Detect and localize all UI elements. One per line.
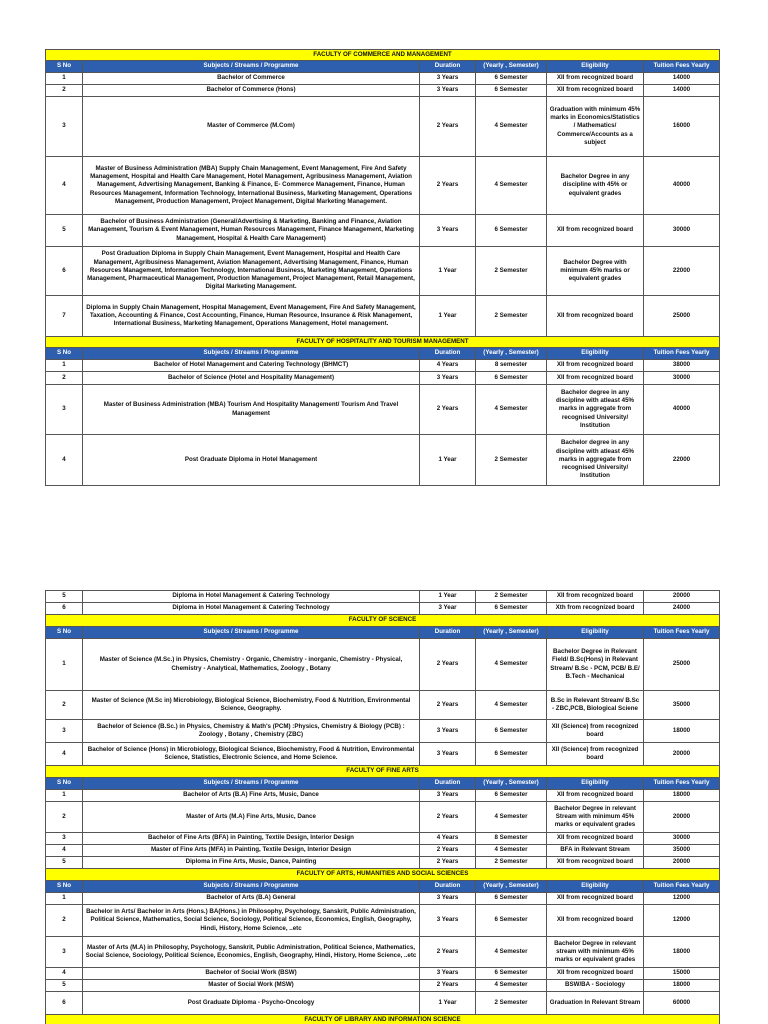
table-row [45, 157, 720, 215]
faculty-band [45, 50, 720, 61]
cell-programme: Master of Arts (M.A) Fine Arts, Music, Dance [83, 802, 420, 832]
column-header-programme: Subjects / Streams / Programme [83, 348, 420, 359]
cell-programme: Bachelor of Business Administration (General/Advertising & Marketing, Banking and Finance, Aviation Management, Tourism & Event Management, Human Resources Management, Finance Management, Marketing Management, Hospital & Health Care Management) [83, 215, 420, 246]
cell-eligibility: XII from recognized board [547, 857, 644, 868]
column-header-duration: Duration [420, 881, 476, 892]
cell-duration: 2 Years [420, 691, 476, 719]
column-header-eligibility: Eligibility [547, 348, 644, 359]
cell-sno: 5 [45, 857, 83, 868]
cell-semester: 6 Semester [476, 603, 547, 614]
cell-eligibility: Bachelor Degree in any discipline with 45% or equivalent grades [547, 157, 644, 214]
cell-programme: Post Graduation Diploma in Supply Chain Management, Event Management, Hospital and Health Care Management, Agribusiness Management, Aviation Management, Advertising Management, Finance, Human Resources Management, Information Technology, International Business, Marketing Management, Operations Management, Pharmaceutical Management, Production Management, Project Management, Retail Management, Digital Marketing Management. [83, 247, 420, 295]
cell-sno: 1 [45, 790, 83, 801]
table-row [45, 247, 720, 296]
table-row [45, 372, 720, 385]
cell-duration: 3 Years [420, 743, 476, 765]
column-header-eligibility: Eligibility [547, 627, 644, 638]
cell-fees: 60000 [644, 992, 720, 1014]
cell-duration: 2 Years [420, 157, 476, 214]
cell-eligibility: Graduation with minimum 45% marks in Economics/Statistics / Mathematics/ Commerce/Accounts as a subject [547, 97, 644, 156]
cell-eligibility: Bachelor degree in any discipline with atleast 45% marks in aggregate from recognised University/ Institution [547, 385, 644, 434]
column-header-programme: Subjects / Streams / Programme [83, 61, 420, 72]
cell-duration: 1 Year [420, 992, 476, 1014]
faculty-band [45, 615, 720, 627]
table-row [45, 743, 720, 766]
table-row [45, 893, 720, 905]
cell-fees: 30000 [644, 372, 720, 384]
table-row [45, 85, 720, 97]
cell-duration: 3 Year [420, 603, 476, 614]
cell-programme: Master of Arts (M.A) in Philosophy, Psychology, Sanskrit, Public Administration, Political Science, Mathematics, Social Science, Sociology, Political Science, Economics, English, Geography, Hindi, History, Home Science, ..etc [83, 937, 420, 967]
column-header-eligibility: Eligibility [547, 778, 644, 789]
cell-duration: 2 Years [420, 385, 476, 434]
cell-semester: 4 Semester [476, 937, 547, 967]
cell-sno: 1 [45, 893, 83, 904]
cell-fees: 18000 [644, 937, 720, 967]
cell-semester: 2 Semester [476, 992, 547, 1014]
table-row [45, 360, 720, 372]
column-header-fees: Tuition Fees Yearly [644, 348, 720, 359]
cell-duration: 2 Years [420, 97, 476, 156]
cell-sno: 3 [45, 97, 83, 156]
column-header-fees: Tuition Fees Yearly [644, 778, 720, 789]
cell-sno: 3 [45, 720, 83, 742]
table-row [45, 73, 720, 85]
cell-eligibility: XII from recognized board [547, 790, 644, 801]
column-header-semester: (Yearly , Semester) [476, 627, 547, 638]
cell-programme: Master of Fine Arts (MFA) in Painting, Textile Design, Interior Design [83, 845, 420, 856]
table-row [45, 968, 720, 980]
cell-semester: 6 Semester [476, 893, 547, 904]
cell-duration: 3 Years [420, 215, 476, 246]
cell-fees: 35000 [644, 691, 720, 719]
cell-semester: 6 Semester [476, 73, 547, 84]
column-header-fees: Tuition Fees Yearly [644, 61, 720, 72]
cell-semester: 6 Semester [476, 720, 547, 742]
column-header-duration: Duration [420, 348, 476, 359]
table-row [45, 937, 720, 968]
cell-eligibility: Xth from recognized board [547, 603, 644, 614]
cell-fees: 25000 [644, 296, 720, 336]
column-header-semester: (Yearly , Semester) [476, 881, 547, 892]
column-header-eligibility: Eligibility [547, 61, 644, 72]
cell-sno: 5 [45, 980, 83, 991]
table-row [45, 639, 720, 691]
cell-eligibility: Bachelor Degree in relevant Stream with minimum 45% marks or equivalent grades [547, 802, 644, 832]
cell-programme: Master of Social Work (MSW) [83, 980, 420, 991]
cell-semester: 6 Semester [476, 85, 547, 96]
cell-semester: 8 Semester [476, 833, 547, 844]
cell-semester: 4 Semester [476, 845, 547, 856]
cell-fees: 14000 [644, 73, 720, 84]
column-header-semester: (Yearly , Semester) [476, 61, 547, 72]
cell-fees: 35000 [644, 845, 720, 856]
cell-eligibility: Bachelor Degree in relevant stream with minimum 45% marks or equivalent grades [547, 937, 644, 967]
cell-duration: 3 Years [420, 905, 476, 936]
table-row [45, 385, 720, 435]
column-header-row [45, 881, 720, 893]
faculty-band [45, 869, 720, 881]
table-row [45, 720, 720, 743]
cell-fees: 25000 [644, 639, 720, 690]
cell-duration: 1 Year [420, 247, 476, 295]
cell-eligibility: XII from recognized board [547, 360, 644, 371]
cell-programme: Bachelor of Science (Hotel and Hospitality Management) [83, 372, 420, 384]
faculty-title: FACULTY OF FINE ARTS [45, 766, 720, 777]
cell-sno: 4 [45, 435, 83, 485]
cell-semester: 4 Semester [476, 97, 547, 156]
cell-semester: 4 Semester [476, 385, 547, 434]
cell-programme: Bachelor of Arts (B.A) Fine Arts, Music, Dance [83, 790, 420, 801]
faculty-title: FACULTY OF ARTS, HUMANITIES AND SOCIAL SCIENCES [45, 869, 720, 880]
cell-fees: 40000 [644, 157, 720, 214]
cell-sno: 2 [45, 802, 83, 832]
cell-duration: 2 Years [420, 845, 476, 856]
cell-semester: 2 Semester [476, 247, 547, 295]
column-header-programme: Subjects / Streams / Programme [83, 778, 420, 789]
cell-eligibility: Graduation In Relevant Stream [547, 992, 644, 1014]
cell-programme: Post Graduate Diploma - Psycho-Oncology [83, 992, 420, 1014]
cell-fees: 12000 [644, 893, 720, 904]
cell-programme: Bachelor of Science (B.Sc.) in Physics, Chemistry & Math's (PCM) :Physics, Chemistry & Biology (PCB) : Zoology , Botany , Chemistry (ZBC) [83, 720, 420, 742]
faculty-band [45, 1015, 720, 1024]
cell-fees: 40000 [644, 385, 720, 434]
cell-sno: 4 [45, 968, 83, 979]
column-header-row [45, 627, 720, 639]
cell-eligibility: XII from recognized board [547, 85, 644, 96]
cell-duration: 4 Years [420, 833, 476, 844]
table-row [45, 215, 720, 247]
table-row [45, 591, 720, 603]
table-row [45, 790, 720, 802]
cell-semester: 8 semester [476, 360, 547, 371]
table-row [45, 802, 720, 833]
cell-programme: Post Graduate Diploma in Hotel Management [83, 435, 420, 485]
cell-programme: Master of Commerce (M.Com) [83, 97, 420, 156]
cell-duration: 3 Years [420, 372, 476, 384]
cell-fees: 14000 [644, 85, 720, 96]
cell-semester: 6 Semester [476, 790, 547, 801]
cell-sno: 2 [45, 691, 83, 719]
cell-semester: 4 Semester [476, 691, 547, 719]
cell-semester: 4 Semester [476, 802, 547, 832]
cell-duration: 4 Years [420, 360, 476, 371]
cell-programme: Diploma in Fine Arts, Music, Dance, Painting [83, 857, 420, 868]
cell-fees: 20000 [644, 802, 720, 832]
cell-eligibility: XII from recognized board [547, 296, 644, 336]
column-header-programme: Subjects / Streams / Programme [83, 881, 420, 892]
cell-fees: 24000 [644, 603, 720, 614]
cell-duration: 2 Years [420, 857, 476, 868]
cell-eligibility: Bachelor degree in any discipline with atleast 45% marks in aggregate from recognised University/ Institution [547, 435, 644, 485]
cell-eligibility: B.Sc in Relevant Stream/ B.Sc - ZBC,PCB, Biological Sciene [547, 691, 644, 719]
cell-duration: 2 Years [420, 937, 476, 967]
table-row [45, 97, 720, 157]
cell-fees: 22000 [644, 247, 720, 295]
cell-semester: 6 Semester [476, 372, 547, 384]
cell-fees: 20000 [644, 743, 720, 765]
faculty-band [45, 337, 720, 348]
cell-duration: 1 Year [420, 296, 476, 336]
faculty-band [45, 766, 720, 778]
cell-duration: 3 Years [420, 720, 476, 742]
column-header-semester: (Yearly , Semester) [476, 348, 547, 359]
column-header-row [45, 348, 720, 360]
cell-duration: 2 Years [420, 802, 476, 832]
cell-programme: Master of Business Administration (MBA) Supply Chain Management, Event Management, Fire And Safety Management, Hospital and Health Care Management, Hotel Management, Agribusiness Management, Aviation Management, Advertising Management, Banking & Finance, E- Commerce Management, Finance, Human Resources Management, Information Technology, International Business, Marketing Management, Operations Management, Production Management, Project Management, Digital Marketing Management. [83, 157, 420, 214]
cell-semester: 4 Semester [476, 980, 547, 991]
cell-fees: 15000 [644, 968, 720, 979]
cell-programme: Diploma in Supply Chain Management, Hospital Management, Event Management, Fire And Safety Management, Taxation, Accounting & Finance, Cost Accounting, Finance, Human Resource, Insurance & Risk Management, International Business, Marketing Management, Operations Management, Hotel management. [83, 296, 420, 336]
faculty-title: FACULTY OF LIBRARY AND INFORMATION SCIENCE [45, 1015, 720, 1024]
cell-sno: 6 [45, 603, 83, 614]
cell-semester: 6 Semester [476, 968, 547, 979]
cell-eligibility: XII from recognized board [547, 591, 644, 602]
cell-eligibility: XII from recognized board [547, 905, 644, 936]
cell-eligibility: BFA in Relevant Stream [547, 845, 644, 856]
cell-duration: 3 Years [420, 73, 476, 84]
cell-duration: 3 Years [420, 893, 476, 904]
cell-sno: 4 [45, 743, 83, 765]
cell-fees: 18000 [644, 980, 720, 991]
cell-duration: 3 Years [420, 790, 476, 801]
cell-sno: 6 [45, 992, 83, 1014]
cell-eligibility: Bachelor Degree in Relevant Field/ B.Sc(Hons) in Relevant Stream/ B.Sc - PCM, PCB/ B.E/ B.Tech - Mechanical [547, 639, 644, 690]
cell-sno: 2 [45, 905, 83, 936]
cell-duration: 1 Year [420, 435, 476, 485]
cell-eligibility: XII from recognized board [547, 73, 644, 84]
cell-programme: Bachelor of Arts (B.A) General [83, 893, 420, 904]
cell-semester: 4 Semester [476, 639, 547, 690]
cell-fees: 18000 [644, 720, 720, 742]
cell-semester: 6 Semester [476, 215, 547, 246]
cell-duration: 3 Years [420, 968, 476, 979]
cell-programme: Master of Business Administration (MBA) Tourism And Hospitality Management/ Tourism And Travel Management [83, 385, 420, 434]
column-header-eligibility: Eligibility [547, 881, 644, 892]
cell-programme: Bachelor of Hotel Management and Catering Technology (BHMCT) [83, 360, 420, 371]
cell-semester: 2 Semester [476, 435, 547, 485]
cell-eligibility: XII from recognized board [547, 833, 644, 844]
cell-fees: 20000 [644, 857, 720, 868]
column-header-duration: Duration [420, 61, 476, 72]
column-header-duration: Duration [420, 778, 476, 789]
cell-fees: 38000 [644, 360, 720, 371]
column-header-sno: S No [45, 881, 83, 892]
cell-programme: Master of Science (M.Sc.) in Physics, Chemistry - Organic, Chemistry - inorganic, Chemistry - Physical, Chemistry - Analytical, Mathematics, Zoology , Botany [83, 639, 420, 690]
column-header-sno: S No [45, 61, 83, 72]
column-header-fees: Tuition Fees Yearly [644, 881, 720, 892]
cell-programme: Bachelor of Commerce [83, 73, 420, 84]
cell-fees: 18000 [644, 790, 720, 801]
cell-semester: 4 Semester [476, 157, 547, 214]
cell-semester: 6 Semester [476, 905, 547, 936]
table-row [45, 845, 720, 857]
cell-duration: 2 Years [420, 639, 476, 690]
cell-fees: 30000 [644, 833, 720, 844]
cell-fees: 30000 [644, 215, 720, 246]
table-row [45, 603, 720, 615]
cell-sno: 1 [45, 639, 83, 690]
programme-table-page-1 [45, 49, 720, 486]
cell-programme: Master of Science (M.Sc in) Microbiology, Biological Science, Biochemistry, Food & Nutrition, Environmental Science, Geography. [83, 691, 420, 719]
column-header-sno: S No [45, 627, 83, 638]
cell-programme: Bachelor of Commerce (Hons) [83, 85, 420, 96]
cell-programme: Bachelor of Science (Hons) in Microbiology, Biological Science, Biochemistry, Food & Nutrition, Environmental Science, Statistics, Electronic Science, and Home Science. [83, 743, 420, 765]
column-header-row [45, 778, 720, 790]
cell-semester: 2 Semester [476, 296, 547, 336]
cell-eligibility: XII from recognized board [547, 215, 644, 246]
cell-fees: 22000 [644, 435, 720, 485]
table-row [45, 905, 720, 937]
cell-duration: 1 Year [420, 591, 476, 602]
cell-eligibility: Bachelor Degree with minimum 45% marks or equivalent grades [547, 247, 644, 295]
cell-programme: Diploma in Hotel Management & Catering Technology [83, 591, 420, 602]
cell-eligibility: XII (Science) from recognized board [547, 720, 644, 742]
faculty-title: FACULTY OF COMMERCE AND MANAGEMENT [45, 50, 720, 60]
faculty-title: FACULTY OF SCIENCE [45, 615, 720, 626]
table-row [45, 833, 720, 845]
cell-sno: 1 [45, 360, 83, 371]
column-header-programme: Subjects / Streams / Programme [83, 627, 420, 638]
cell-sno: 6 [45, 247, 83, 295]
table-row [45, 691, 720, 720]
cell-programme: Bachelor of Social Work (BSW) [83, 968, 420, 979]
cell-programme: Bachelor in Arts/ Bachelor in Arts (Hons.) BA(Hons.) in Philosophy, Psychology, Sanskrit, Public Administration, Political Science, Mathematics, Social Science, Sociology, Political Science, Economics, English, Geography, Hindi, History, Home Science, ..etc [83, 905, 420, 936]
cell-sno: 1 [45, 73, 83, 84]
cell-eligibility: XII from recognized board [547, 968, 644, 979]
column-header-fees: Tuition Fees Yearly [644, 627, 720, 638]
cell-duration: 2 Years [420, 980, 476, 991]
cell-sno: 3 [45, 385, 83, 434]
cell-sno: 3 [45, 937, 83, 967]
cell-eligibility: XII (Science) from recognized board [547, 743, 644, 765]
cell-semester: 2 Semester [476, 591, 547, 602]
cell-semester: 6 Semester [476, 743, 547, 765]
cell-sno: 4 [45, 157, 83, 214]
cell-sno: 5 [45, 591, 83, 602]
table-row [45, 980, 720, 992]
cell-fees: 16000 [644, 97, 720, 156]
cell-eligibility: XII from recognized board [547, 893, 644, 904]
cell-sno: 7 [45, 296, 83, 336]
cell-eligibility: XII from recognized board [547, 372, 644, 384]
cell-sno: 3 [45, 833, 83, 844]
table-row [45, 435, 720, 486]
table-row [45, 992, 720, 1015]
cell-sno: 2 [45, 372, 83, 384]
cell-fees: 12000 [644, 905, 720, 936]
column-header-semester: (Yearly , Semester) [476, 778, 547, 789]
cell-sno: 5 [45, 215, 83, 246]
cell-duration: 3 Years [420, 85, 476, 96]
cell-eligibility: BSW/BA - Sociology [547, 980, 644, 991]
cell-fees: 20000 [644, 591, 720, 602]
table-row [45, 857, 720, 869]
table-row [45, 296, 720, 337]
column-header-row [45, 61, 720, 73]
column-header-sno: S No [45, 348, 83, 359]
cell-semester: 2 Semester [476, 857, 547, 868]
column-header-duration: Duration [420, 627, 476, 638]
cell-programme: Bachelor of Fine Arts (BFA) in Painting, Textile Design, Interior Design [83, 833, 420, 844]
faculty-title: FACULTY OF HOSPITALITY AND TOURISM MANAGEMENT [45, 337, 720, 347]
cell-sno: 2 [45, 85, 83, 96]
column-header-sno: S No [45, 778, 83, 789]
cell-sno: 4 [45, 845, 83, 856]
programme-table-page-2 [45, 590, 720, 1024]
cell-programme: Diploma in Hotel Management & Catering Technology [83, 603, 420, 614]
